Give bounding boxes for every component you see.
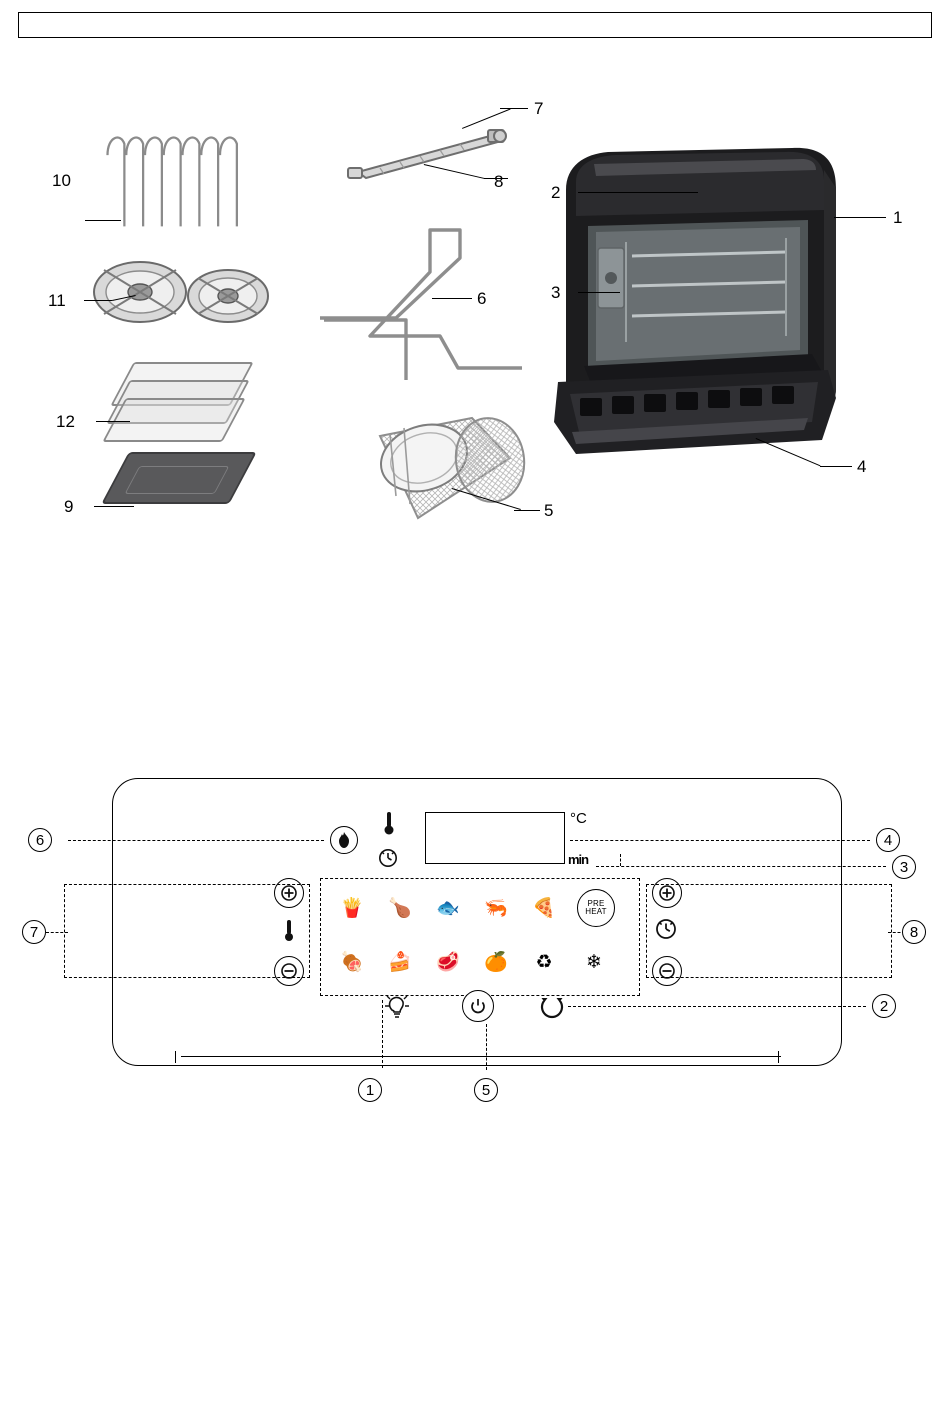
clock-icon [378, 848, 398, 868]
preset-cake[interactable] [383, 945, 417, 979]
drip-pan [101, 452, 257, 504]
preheat-line1: PRE [587, 898, 605, 908]
callout-label-7: 7 [534, 99, 544, 118]
panel-bottom-edge [181, 1056, 781, 1057]
callout-label-12: 12 [56, 412, 75, 431]
leader-line-11 [84, 300, 112, 301]
leader-line-3 [578, 292, 620, 293]
callout-label-11: 11 [48, 291, 66, 310]
preset-pizza[interactable] [527, 891, 561, 925]
leader-line-2 [578, 192, 698, 193]
cake-slice-icon: 🍰 [388, 952, 412, 973]
leader-line-7b [500, 108, 528, 109]
display-unit-minutes: min [568, 852, 589, 867]
leader-line-p6 [68, 840, 324, 841]
power-icon [470, 998, 486, 1014]
leader-line-p5 [486, 1024, 487, 1070]
callout-label-3: 3 [551, 283, 561, 302]
preset-preheat[interactable] [577, 889, 615, 927]
callout-circle-7: 7 [22, 920, 46, 944]
display-screen [425, 812, 565, 864]
reheat-icon: ♻ [535, 951, 553, 973]
fries-icon: 🍟 [340, 898, 364, 919]
callout-label-8: 8 [494, 172, 504, 191]
callout-label-2: 2 [551, 183, 561, 202]
callout-label-1: 1 [893, 208, 903, 227]
leader-line-p7 [46, 932, 68, 933]
lightbulb-icon [382, 992, 412, 1022]
callout-circle-3: 3 [892, 855, 916, 879]
leader-line-9 [94, 506, 134, 507]
thermometer-icon [382, 810, 396, 836]
fruit-icon: 🍊 [484, 952, 508, 973]
rotate-icon [537, 992, 567, 1022]
preset-dehydrate[interactable] [479, 945, 513, 979]
callout-circle-6: 6 [28, 828, 52, 852]
callout-label-10: 10 [52, 171, 71, 190]
skewer-set [100, 112, 250, 232]
callout-circle-5: 5 [474, 1078, 498, 1102]
leader-line-1 [834, 217, 886, 218]
callout-circle-2: 2 [872, 994, 896, 1018]
preset-shrimp[interactable] [479, 891, 513, 925]
callout-label-6: 6 [477, 289, 487, 308]
preset-drumstick[interactable] [335, 945, 369, 979]
callout-circle-1: 1 [358, 1078, 382, 1102]
leader-line-p3 [596, 866, 886, 867]
rotisserie-lift-tool [310, 210, 540, 380]
convection-heat-button[interactable] [330, 826, 358, 854]
shrimp-icon: 🦐 [484, 898, 508, 919]
leader-line-5b [514, 510, 540, 511]
leader-line-p3a [620, 854, 621, 866]
flame-icon [337, 832, 351, 848]
snowflake-icon: ❄ [586, 951, 602, 973]
drumstick-icon: 🍖 [340, 952, 364, 973]
oven-main-unit [536, 130, 866, 500]
rotisserie-button[interactable] [537, 992, 567, 1022]
callout-group-7-box [64, 884, 310, 978]
leader-line-6 [432, 298, 472, 299]
leader-line-p2 [568, 1006, 866, 1007]
leader-line-p1 [382, 1000, 383, 1068]
callout-group-8-box [646, 884, 892, 978]
title-bar [18, 12, 932, 38]
steak-icon: 🥩 [436, 952, 460, 973]
preheat-line2: HEAT [585, 907, 607, 916]
leader-line-12 [96, 421, 130, 422]
rotisserie-forks [88, 248, 278, 338]
leader-line-p4 [570, 840, 870, 841]
leader-line-10 [85, 220, 121, 221]
preset-steak[interactable] [431, 945, 465, 979]
preset-defrost[interactable] [577, 945, 611, 979]
exploded-view [0, 40, 950, 620]
callout-label-4: 4 [857, 457, 867, 476]
preset-reheat[interactable] [527, 945, 561, 979]
fish-icon: 🐟 [436, 898, 460, 919]
power-button[interactable] [462, 990, 494, 1022]
leader-line-4b [820, 466, 852, 467]
callout-label-9: 9 [64, 497, 74, 516]
pizza-icon: 🍕 [532, 898, 556, 919]
control-panel [0, 700, 950, 1140]
preset-chicken[interactable] [383, 891, 417, 925]
rotisserie-spit-rod [340, 120, 520, 190]
rotisserie-basket [360, 400, 550, 540]
callout-label-5: 5 [544, 501, 554, 520]
callout-circle-4: 4 [876, 828, 900, 852]
preset-fish[interactable] [431, 891, 465, 925]
chicken-icon: 🍗 [388, 898, 412, 919]
panel-foot-right [771, 1051, 779, 1063]
display-unit-celsius: °C [570, 810, 587, 827]
preset-fries[interactable] [335, 891, 369, 925]
preset-menu-group [320, 878, 640, 996]
callout-circle-8: 8 [902, 920, 926, 944]
mesh-tray-bottom [102, 398, 245, 442]
panel-foot-left [175, 1051, 183, 1063]
light-button[interactable] [382, 992, 412, 1022]
